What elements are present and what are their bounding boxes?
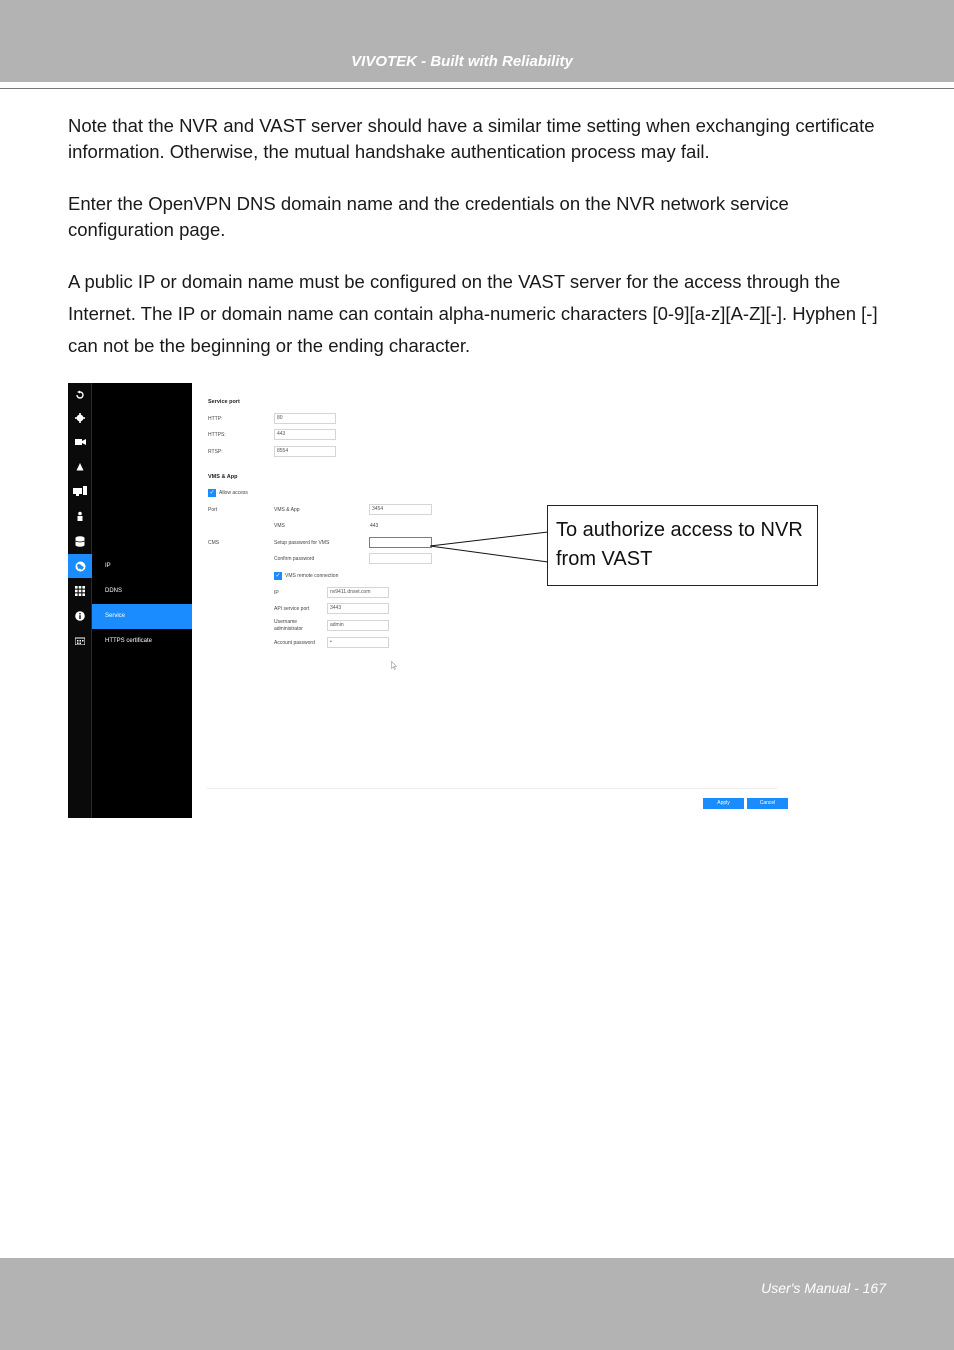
apply-button[interactable]: Apply [703, 798, 744, 809]
username-label: Username [274, 619, 298, 625]
api-service-port-input[interactable]: 3443 [327, 603, 389, 614]
ip-label: IP [274, 590, 279, 596]
database-icon[interactable] [68, 529, 92, 553]
cms-label: CMS [208, 540, 220, 546]
calendar-icon[interactable] [68, 629, 92, 653]
vms-port-value: 443 [370, 523, 379, 529]
page-header [0, 0, 954, 82]
subnav-item-https-certificate[interactable]: HTTPS certificate [105, 638, 153, 644]
paragraph-time-sync: Note that the NVR and VAST server should have a similar time setting when exchanging certificate information. Otherwise, the mutual handshake authentication process may fail. [68, 115, 875, 162]
monitor-icon[interactable] [68, 479, 92, 503]
network-icon[interactable] [68, 554, 92, 578]
apps-icon[interactable] [68, 579, 92, 603]
vms-remote-connection-checkbox[interactable]: ✓ [275, 573, 281, 579]
confirm-password-input[interactable] [369, 553, 432, 564]
footer-page-label: User's Manual - 167 [761, 1280, 886, 1296]
mouse-cursor-icon [391, 661, 397, 672]
https-label: HTTPS: [208, 432, 226, 438]
https-port-input[interactable]: 443 [274, 429, 336, 440]
vms-app-port-input[interactable]: 3454 [369, 504, 432, 515]
nvr-service-screenshot [68, 383, 793, 818]
api-service-port-label: API service port [274, 606, 310, 612]
subnav-item-service[interactable]: Service [92, 604, 192, 629]
callout-line-1: To authorize access to NVR [556, 519, 803, 541]
account-password-label: Account password [274, 640, 315, 646]
http-label: HTTP: [208, 416, 223, 422]
callout-line-2: from VAST [556, 548, 653, 570]
vms-app-heading: VMS & App [208, 474, 238, 480]
account-password-input[interactable]: • [327, 637, 389, 648]
subnav-item-ddns[interactable]: DDNS [105, 588, 123, 594]
subnav-item-ip[interactable]: IP [105, 563, 111, 569]
user-icon[interactable] [68, 504, 92, 528]
confirm-password-label: Confirm password [274, 556, 315, 562]
back-icon[interactable] [68, 383, 92, 407]
vms-remote-connection-label: VMS remote connection [285, 573, 339, 579]
ip-input[interactable]: nv9411.dnset.com [327, 587, 389, 598]
port-label: Port [208, 507, 218, 513]
allow-access-checkbox[interactable]: ✓ [209, 490, 215, 496]
network-subnav [92, 383, 192, 818]
header-rule [0, 88, 954, 89]
http-port-input[interactable]: 80 [274, 413, 336, 424]
header-title: VIVOTEK - Built with Reliability [351, 53, 573, 70]
page-footer [0, 1258, 954, 1350]
setup-password-input[interactable] [369, 537, 432, 548]
gear-icon[interactable] [68, 406, 92, 430]
rtsp-port-input[interactable]: 8554 [274, 446, 336, 457]
rtsp-label: RTSP: [208, 449, 223, 455]
cancel-button[interactable]: Cancel [747, 798, 788, 809]
annotation-callout [547, 505, 818, 586]
service-port-heading: Service port [208, 399, 240, 405]
allow-access-label: Allow access [219, 490, 248, 496]
username-label-sub: administrator [274, 626, 303, 632]
username-input[interactable]: admin [327, 620, 389, 631]
form-divider [207, 788, 777, 789]
bell-icon[interactable] [68, 455, 92, 479]
paragraph-openvpn: Enter the OpenVPN DNS domain name and the credentials on the NVR network service configuration page. [68, 193, 789, 240]
service-form [192, 383, 793, 818]
info-icon[interactable] [68, 604, 92, 628]
camera-icon[interactable] [68, 430, 92, 454]
vms-port-label: VMS [274, 523, 285, 529]
paragraph-public-ip: A public IP or domain name must be configured on the VAST server for the access through the Internet. The IP or domain name can contain alpha-numeric characters [0-9][a-z][A-Z][-]. Hyphen [-] can not be the beginning or the ending character. [68, 271, 878, 356]
icon-rail [68, 383, 92, 818]
setup-password-label: Setup password for VMS [274, 540, 330, 546]
vms-app-port-label: VMS & App [274, 507, 300, 513]
